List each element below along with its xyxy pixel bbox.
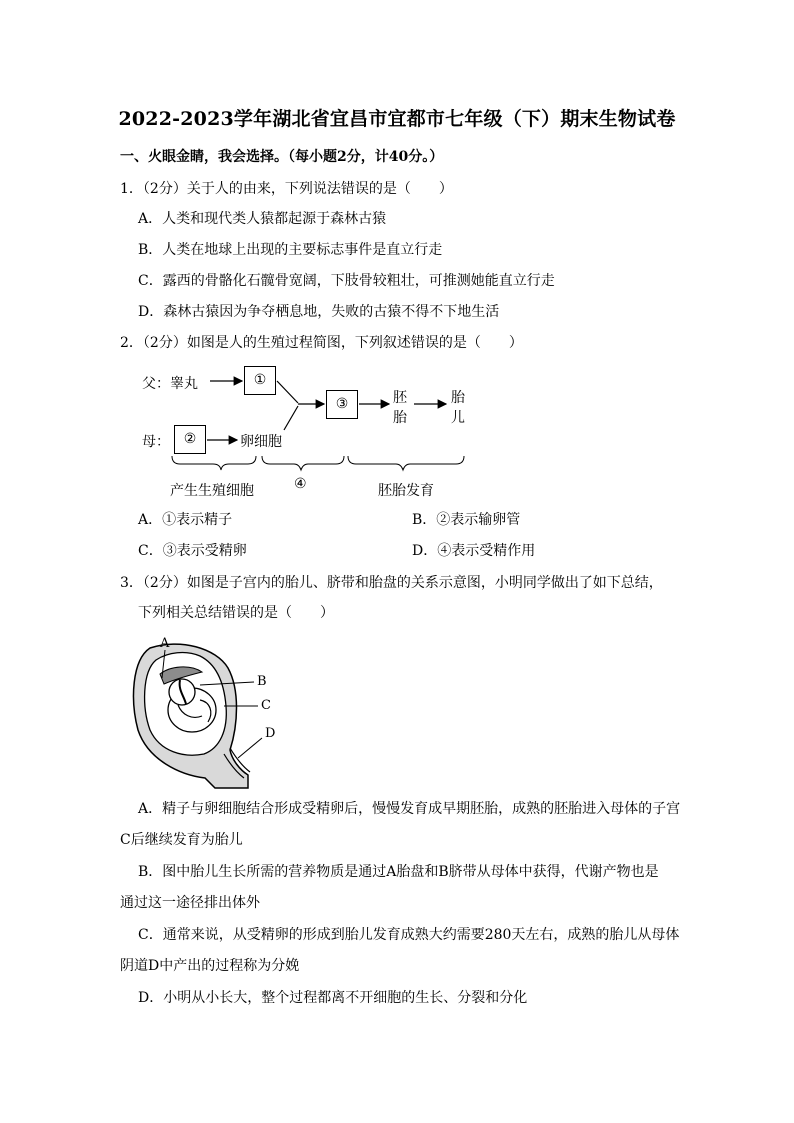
- question-1-option-a: A．人类和现代类人猿都起源于森林古猿: [138, 211, 387, 227]
- question-3-option-a-line1: A．精子与卵细胞结合形成受精卵后，慢慢发育成早期胚胎，成熟的胚胎进入母体的子宫: [138, 801, 681, 817]
- figure-label-b: B: [257, 674, 267, 689]
- diagram-box-2: ②: [174, 425, 206, 454]
- question-3-option-c-line2: 阴道D中产出的过程称为分娩: [120, 958, 300, 974]
- question-3-option-d: D．小明从小长大，整个过程都离不开细胞的生长、分裂和分化: [138, 990, 528, 1006]
- question-2-option-b: B．②表示输卵管: [412, 512, 521, 528]
- question-2-stem: 2．（2分）如图是人的生殖过程简图，下列叙述错误的是（ ）: [120, 335, 523, 351]
- diagram-arrows: [0, 0, 794, 520]
- diagram-label-4: ④: [294, 476, 307, 492]
- figure-label-c: C: [261, 698, 271, 713]
- diagram-fetus-label: 胎儿: [451, 390, 465, 426]
- question-3-option-a-line2: C后继续发育为胎儿: [120, 832, 243, 848]
- diagram-egg-label: 卵细胞: [240, 434, 282, 450]
- diagram-gametes-label: 产生生殖细胞: [170, 483, 254, 499]
- question-1-option-b: B．人类在地球上出现的主要标志事件是直立行走: [138, 242, 443, 258]
- question-3-stem-line2: 下列相关总结错误的是（ ）: [138, 605, 334, 621]
- figure-label-a: A: [160, 636, 170, 651]
- question-2-option-d: D．④表示受精作用: [412, 543, 536, 559]
- diagram-father-label: 父：睾丸: [142, 376, 198, 392]
- question-3-option-b-line1: B．图中胎儿生长所需的营养物质是通过A胎盘和B脐带从母体中获得，代谢产物也是: [138, 864, 659, 880]
- diagram-embryo-label: 胚胎: [393, 390, 407, 426]
- diagram-box-3: ③: [326, 390, 358, 419]
- question-3-stem-line1: 3．（2分）如图是子宫内的胎儿、脐带和胎盘的关系示意图，小明同学做出了如下总结，: [120, 575, 663, 591]
- question-2-option-c: C．③表示受精卵: [138, 543, 247, 559]
- question-1-option-c: C．露西的骨骼化石髋骨宽阔，下肢骨较粗壮，可推测她能直立行走: [138, 273, 555, 289]
- question-1-stem: 1．（2分）关于人的由来，下列说法错误的是（ ）: [120, 181, 453, 197]
- question-2-option-a: A．①表示精子: [138, 512, 233, 528]
- question-3-option-b-line2: 通过这一途径排出体外: [120, 895, 260, 911]
- diagram-development-label: 胚胎发育: [378, 483, 434, 499]
- section-heading: 一、火眼金睛，我会选择。（每小题2分，计40分。）: [120, 149, 444, 165]
- page-title: 2022-2023学年湖北省宜昌市宜都市七年级（下）期末生物试卷: [118, 108, 676, 130]
- diagram-box-1: ①: [244, 366, 276, 395]
- diagram-mother-label: 母：: [142, 434, 170, 450]
- question-1-option-d: D．森林古猿因为争夺栖息地，失败的古猿不得不下地生活: [138, 304, 500, 320]
- figure-label-d: D: [265, 726, 276, 741]
- question-3-option-c-line1: C．通常来说，从受精卵的形成到胎儿发育成熟大约需要280天左右，成熟的胎儿从母体: [138, 927, 680, 943]
